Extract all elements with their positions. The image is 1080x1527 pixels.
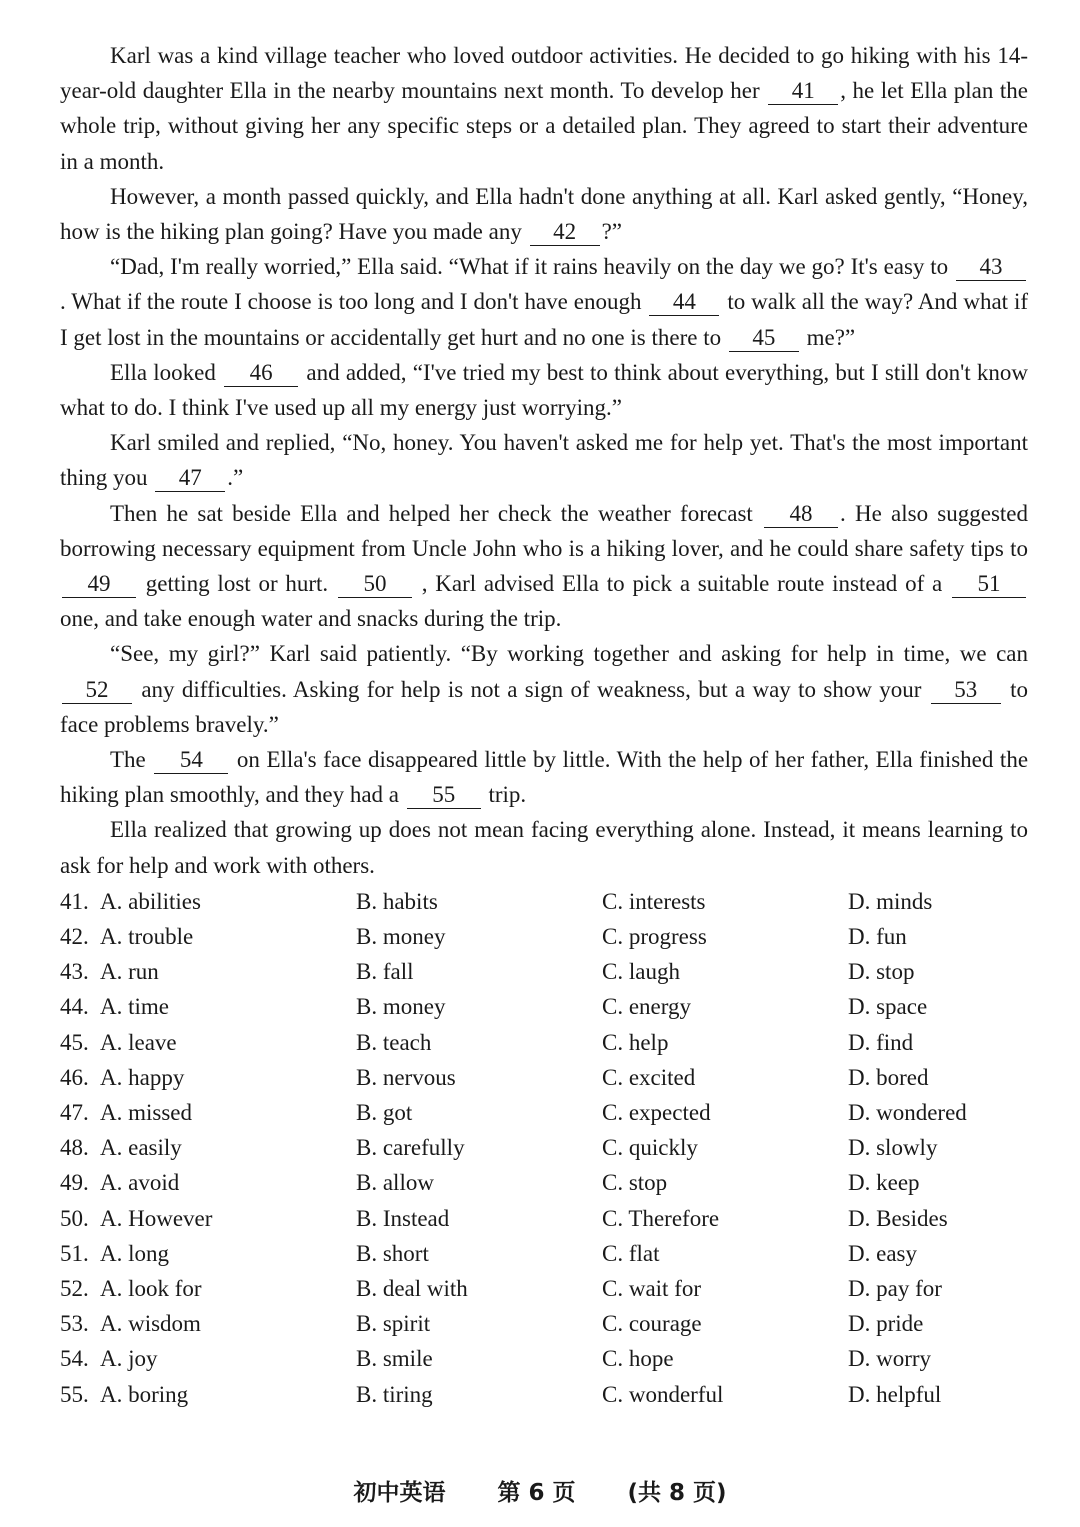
footer-total: (共 8 页) — [627, 1480, 727, 1506]
text: one, and take enough water and snacks during the trip. — [60, 606, 562, 632]
option-b: B. nervous — [356, 1064, 456, 1090]
text: Then he sat beside Ella and helped her check the weather forecast — [110, 500, 753, 526]
option-c: C. flat — [602, 1240, 660, 1266]
text: “Dad, I'm really worried,” Ella said. “What if it rains heavily on the day we go? It's easy to — [110, 254, 949, 280]
option-a: A. boring — [100, 1381, 189, 1407]
question-number: 54. — [60, 1346, 89, 1372]
text: Ella looked — [110, 359, 216, 385]
text: , Karl advised Ella to pick a suitable route instead of a — [421, 571, 943, 597]
text: , he let Ella plan the whole trip, without giving her any specific steps or a detailed plan. They agreed to start their adventure in a month. — [60, 78, 1029, 174]
blank-49: 49 — [62, 571, 136, 598]
question-number: 41. — [60, 888, 89, 914]
text: me?” — [806, 324, 856, 350]
paragraph-6 — [60, 496, 1028, 637]
option-row — [60, 1060, 1028, 1095]
option-d: D. worry — [848, 1346, 932, 1372]
text: trip. — [488, 782, 527, 808]
option-d: D. stop — [848, 959, 915, 985]
blank-52: 52 — [62, 677, 132, 704]
option-a: A. joy — [100, 1346, 158, 1372]
question-number: 44. — [60, 994, 89, 1020]
option-b: B. money — [356, 994, 446, 1020]
option-a: A. easily — [100, 1135, 182, 1161]
option-a: A. trouble — [100, 924, 194, 950]
blank-48: 48 — [764, 501, 838, 528]
paragraph-5 — [60, 425, 1028, 495]
text: However, a month passed quickly, and Ella hadn't done anything at all. Karl asked gently, “Honey, how is the hiking plan going? Have you made any — [60, 183, 1028, 245]
option-b: B. habits — [356, 888, 438, 914]
question-number: 48. — [60, 1135, 89, 1161]
blank-46: 46 — [224, 360, 298, 387]
option-d: D. find — [848, 1029, 914, 1055]
option-a: A. abilities — [100, 888, 201, 914]
option-b: B. short — [356, 1240, 429, 1266]
question-number: 47. — [60, 1100, 89, 1125]
paragraph-8 — [60, 742, 1028, 812]
option-c: C. excited — [602, 1064, 696, 1090]
option-row — [60, 1095, 1028, 1130]
text: any difficulties. Asking for help is not a sign of weakness, but a way to show your — [141, 676, 922, 702]
blank-43: 43 — [956, 254, 1026, 281]
option-b: B. teach — [356, 1029, 432, 1055]
option-c: C. progress — [602, 924, 707, 950]
option-b: B. spirit — [356, 1311, 431, 1337]
option-a: A. happy — [100, 1064, 185, 1090]
question-number: 52. — [60, 1275, 89, 1301]
option-d: D. space — [848, 994, 928, 1020]
option-c: C. help — [602, 1029, 669, 1055]
text: The — [110, 747, 146, 773]
option-c: C. Therefore — [602, 1205, 720, 1231]
blank-45: 45 — [729, 325, 799, 352]
option-d: D. keep — [848, 1170, 920, 1196]
option-a: A. leave — [100, 1029, 177, 1055]
option-row — [60, 1130, 1028, 1165]
option-row — [60, 1201, 1028, 1236]
option-d: D. bored — [848, 1064, 929, 1090]
text: to walk all the way? And what if I get lost in the mountains or accidentally get hurt and no one is there to — [60, 289, 1029, 350]
option-c: C. courage — [602, 1311, 702, 1337]
option-b: B. deal with — [356, 1275, 468, 1301]
option-b: B. carefully — [356, 1135, 465, 1161]
option-c: C. stop — [602, 1170, 668, 1196]
blank-53: 53 — [931, 677, 1001, 704]
option-c: C. laugh — [602, 959, 680, 985]
text: getting lost or hurt. — [145, 571, 329, 597]
option-a: A. run — [100, 959, 159, 985]
text: ?” — [601, 219, 622, 245]
option-row — [60, 1341, 1028, 1376]
text: “See, my girl?” Karl said patiently. “By working together and asking for help in time, we can — [110, 641, 1028, 667]
option-c: C. wait for — [602, 1275, 702, 1301]
option-a: A. However — [100, 1205, 213, 1231]
option-row — [60, 1236, 1028, 1271]
text: and added, “I've tried my best to think about everything, but I still don't know what to do. I think I've used up all my energy just worrying.” — [60, 359, 1029, 421]
paragraph-3 — [60, 249, 1028, 355]
option-d: D. pay for — [848, 1275, 942, 1301]
option-b: B. tiring — [356, 1381, 433, 1407]
cloze-passage — [60, 38, 1028, 883]
option-d: D. minds — [848, 888, 933, 914]
paragraph-4 — [60, 355, 1028, 425]
blank-47: 47 — [155, 465, 225, 492]
paragraph-1 — [60, 38, 1028, 179]
answer-options — [60, 884, 1028, 1412]
question-number: 49. — [60, 1170, 89, 1196]
text: Ella realized that growing up does not mean facing everything alone. Instead, it means learning to ask for help and work with others. — [60, 817, 1028, 878]
option-b: B. smile — [356, 1346, 433, 1372]
option-row — [60, 1025, 1028, 1060]
question-number: 45. — [60, 1029, 89, 1055]
option-row — [60, 919, 1028, 954]
option-d: D. fun — [848, 924, 907, 950]
question-number: 55. — [60, 1381, 89, 1407]
blank-44: 44 — [649, 289, 719, 316]
option-c: C. energy — [602, 994, 692, 1020]
blank-55: 55 — [407, 782, 481, 809]
exam-page — [60, 38, 1028, 1412]
option-d: D. helpful — [848, 1381, 942, 1407]
option-row — [60, 954, 1028, 989]
blank-42: 42 — [530, 219, 600, 246]
option-row — [60, 1271, 1028, 1306]
text: on Ella's face disappeared little by little. With the help of her father, Ella finished the hiking plan smoothly, and they had a — [60, 747, 1029, 808]
text: .” — [227, 465, 244, 491]
question-number: 53. — [60, 1311, 89, 1337]
option-c: C. expected — [602, 1100, 711, 1125]
option-c: C. wonderful — [602, 1381, 724, 1407]
blank-54: 54 — [154, 747, 228, 774]
option-a: A. look for — [100, 1275, 202, 1301]
option-d: D. Besides — [848, 1205, 948, 1231]
option-a: A. avoid — [100, 1170, 180, 1196]
blank-51: 51 — [952, 571, 1026, 598]
option-row — [60, 1306, 1028, 1341]
blank-41: 41 — [768, 78, 838, 105]
option-c: C. hope — [602, 1346, 674, 1372]
option-d: D. easy — [848, 1240, 917, 1266]
option-b: B. money — [356, 924, 446, 950]
option-b: B. Instead — [356, 1205, 450, 1231]
footer-page: 第 6 页 — [497, 1480, 576, 1506]
question-number: 51. — [60, 1240, 89, 1266]
page-footer — [0, 1474, 1080, 1507]
option-row — [60, 1165, 1028, 1200]
option-b: B. got — [356, 1100, 413, 1125]
text: to face problems bravely.” — [60, 676, 1029, 737]
option-d: D. pride — [848, 1311, 924, 1337]
option-row — [60, 989, 1028, 1024]
option-row — [60, 884, 1028, 919]
option-c: C. interests — [602, 888, 706, 914]
text: . He also suggested borrowing necessary equipment from Uncle John who is a hiking lover, and he could share safety tips to — [60, 500, 1029, 561]
text: . What if the route I choose is too long and I don't have enough — [60, 289, 642, 315]
text: Karl was a kind village teacher who loved outdoor activities. He decided to go hiking with his 14-year-old daughter Ella in the nearby mountains next month. To develop her — [60, 43, 1028, 104]
question-number: 46. — [60, 1064, 89, 1090]
option-a: A. missed — [100, 1100, 192, 1125]
blank-50: 50 — [338, 571, 412, 598]
option-a: A. wisdom — [100, 1311, 201, 1337]
option-b: B. fall — [356, 959, 414, 985]
question-number: 50. — [60, 1205, 89, 1231]
paragraph-9 — [60, 812, 1028, 882]
option-d: D. wondered — [848, 1100, 967, 1125]
paragraph-7 — [60, 636, 1028, 742]
option-c: C. quickly — [602, 1135, 698, 1161]
question-number: 42. — [60, 924, 89, 950]
option-a: A. time — [100, 994, 169, 1020]
option-a: A. long — [100, 1240, 169, 1266]
paragraph-2 — [60, 179, 1028, 249]
question-number: 43. — [60, 959, 89, 985]
option-b: B. allow — [356, 1170, 434, 1196]
option-row — [60, 1377, 1028, 1412]
footer-subject: 初中英语 — [353, 1480, 446, 1506]
text: Karl smiled and replied, “No, honey. You haven't asked me for help yet. That's the most important thing you — [60, 430, 1028, 491]
option-d: D. slowly — [848, 1135, 938, 1161]
